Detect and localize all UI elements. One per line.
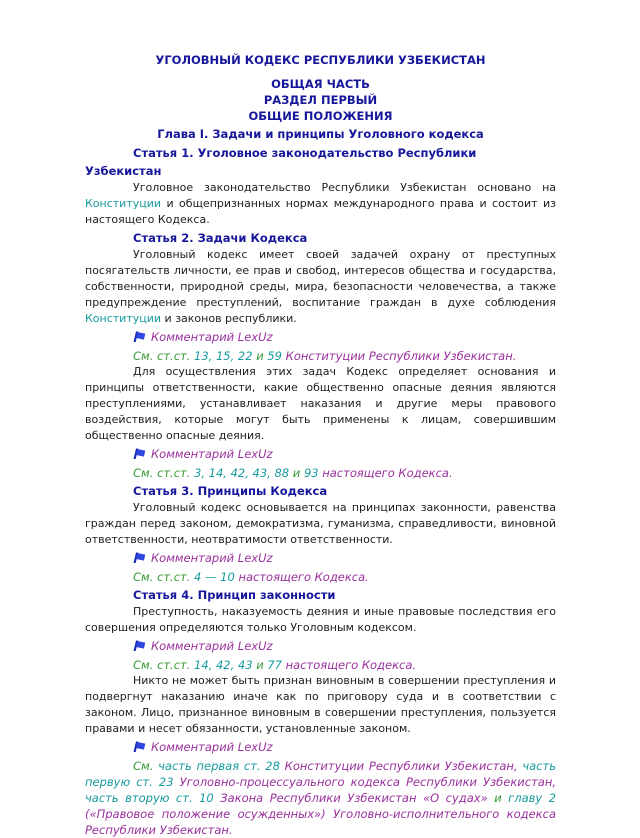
referenced-document: («Правовое положение осужденных») Уголовно-исполнительного кодекса Республики Узбекистан.	[85, 807, 556, 837]
article-number-link[interactable]: 77	[267, 658, 282, 672]
paragraph-text: и общепризнанных нормах международного права и состоит из настоящего Кодекса.	[85, 197, 556, 226]
lexuz-comment	[85, 739, 556, 756]
see-prefix: См. ст.ст.	[133, 658, 195, 672]
lexuz-flag-icon	[133, 551, 146, 562]
article-2-paragraph-1	[85, 247, 556, 327]
reference-note	[85, 348, 556, 364]
see-prefix: См.	[133, 759, 159, 773]
referenced-document: настоящего Кодекса.	[282, 658, 417, 672]
article-numbers-link[interactable]: 14, 42, 43	[194, 658, 253, 672]
lexuz-comment-label: Комментарий LexUz	[151, 551, 273, 565]
document-part-title: ОБЩАЯ ЧАСТЬ	[271, 77, 370, 91]
reference-note	[85, 758, 556, 838]
and-text: и	[252, 349, 268, 363]
article-3-paragraph-1: Уголовный кодекс основывается на принципах законности, равенства граждан перед законом, демократизма, гуманизма, справедливости, виновной ответственности, неотвратимости ответственности.	[85, 501, 556, 546]
referenced-document: Конституции Республики Узбекистан.	[282, 349, 517, 363]
article-number-link[interactable]: 59	[267, 349, 282, 363]
article-number-link[interactable]: 93	[303, 466, 319, 480]
and-text: и	[494, 791, 509, 805]
paragraph-text: Уголовный кодекс имеет своей задачей охрану от преступных посягательств личности, ее прав и свобод, интересов общества и государства, собственности, природной среды, мира, безопасности человечества, а также предупреждение преступлений, воспитание граждан в духе соблюдения	[85, 248, 556, 309]
article-1-paragraph-1	[85, 180, 556, 228]
lexuz-flag-icon	[133, 740, 146, 751]
lexuz-comment	[85, 550, 556, 567]
constitution-link[interactable]: Конституции	[85, 197, 162, 210]
lexuz-comment-label: Комментарий LexUz	[151, 447, 273, 461]
see-prefix: См. ст.ст.	[133, 570, 195, 584]
constitution-link[interactable]: Конституции	[85, 312, 162, 325]
article-3-heading: Статья 3. Принципы Кодекса	[133, 484, 328, 498]
and-text: и	[289, 466, 304, 480]
article-numbers-link[interactable]: 13, 15, 22	[194, 349, 253, 363]
courts-law-part-link[interactable]: часть вторую ст. 10	[85, 791, 214, 805]
article-numbers-link[interactable]: 3, 14, 42, 43, 88	[194, 466, 290, 480]
document-title: УГОЛОВНЫЙ КОДЕКС РЕСПУБЛИКИ УЗБЕКИСТАН	[155, 53, 486, 67]
lexuz-flag-icon	[133, 639, 146, 650]
reference-note	[85, 657, 556, 673]
lexuz-flag-icon	[133, 447, 146, 458]
paragraph-text: и законов республики.	[161, 312, 297, 325]
article-4-heading: Статья 4. Принцип законности	[133, 588, 336, 602]
article-1-heading: Статья 1. Уголовное законодательство Республики Узбекистан	[85, 146, 477, 178]
article-2-paragraph-2: Для осуществления этих задач Кодекс определяет основания и принципы ответственности, какие общественно опасные деяния являются преступлениями, устанавливает наказания и другие меры правового воздействия, которые могут быть применены к лицам, совершившим общественно опасные деяния.	[85, 365, 556, 442]
and-text: и	[252, 658, 268, 672]
referenced-document: Закона Республики Узбекистан «О судах»	[213, 791, 495, 805]
article-range-link[interactable]: 4 — 10	[194, 570, 235, 584]
article-2-heading: Статья 2. Задачи Кодекса	[133, 231, 308, 245]
see-prefix: См. ст.ст.	[133, 466, 195, 480]
lexuz-flag-icon	[133, 330, 146, 341]
chapter-heading: Глава I. Задачи и принципы Уголовного кодекса	[157, 127, 484, 141]
paragraph-text: Уголовное законодательство Республики Узбекистан основано на	[133, 181, 556, 194]
referenced-document: настоящего Кодекса.	[318, 466, 453, 480]
referenced-document: настоящего Кодекса.	[234, 570, 369, 584]
lexuz-comment-label: Комментарий LexUz	[151, 639, 273, 653]
document-section-number: РАЗДЕЛ ПЕРВЫЙ	[263, 93, 378, 107]
lexuz-comment	[85, 329, 556, 346]
chapter-link[interactable]: главу 2	[508, 791, 557, 805]
reference-note	[85, 569, 556, 585]
article-4-paragraph-1: Преступность, наказуемость деяния и иные правовые последствия его совершения определяются только Уголовным кодексом.	[85, 605, 556, 634]
referenced-document: Конституции Республики Узбекистан,	[279, 759, 523, 773]
constitution-part-link[interactable]: часть первая ст. 28	[158, 759, 280, 773]
article-4-paragraph-2: Никто не может быть признан виновным в совершении преступления и подвергнут наказанию иначе как по приговору суда и в соответствии с законом. Лицо, признанное виновным в совершении преступления, пользуется правами и несет обязанности, установленные законом.	[85, 674, 556, 735]
lexuz-comment-label: Комментарий LexUz	[151, 740, 273, 754]
reference-note	[85, 465, 556, 481]
document-section-title: ОБЩИЕ ПОЛОЖЕНИЯ	[248, 109, 393, 123]
lexuz-comment-label: Комментарий LexUz	[151, 330, 273, 344]
lexuz-comment	[85, 638, 556, 655]
lexuz-comment	[85, 446, 556, 463]
cpc-part-link[interactable]: часть первую ст. 23	[85, 759, 556, 789]
referenced-document: Уголовно-процессуального кодекса Республики Узбекистан,	[173, 775, 556, 789]
see-prefix: См. ст.ст.	[133, 349, 195, 363]
